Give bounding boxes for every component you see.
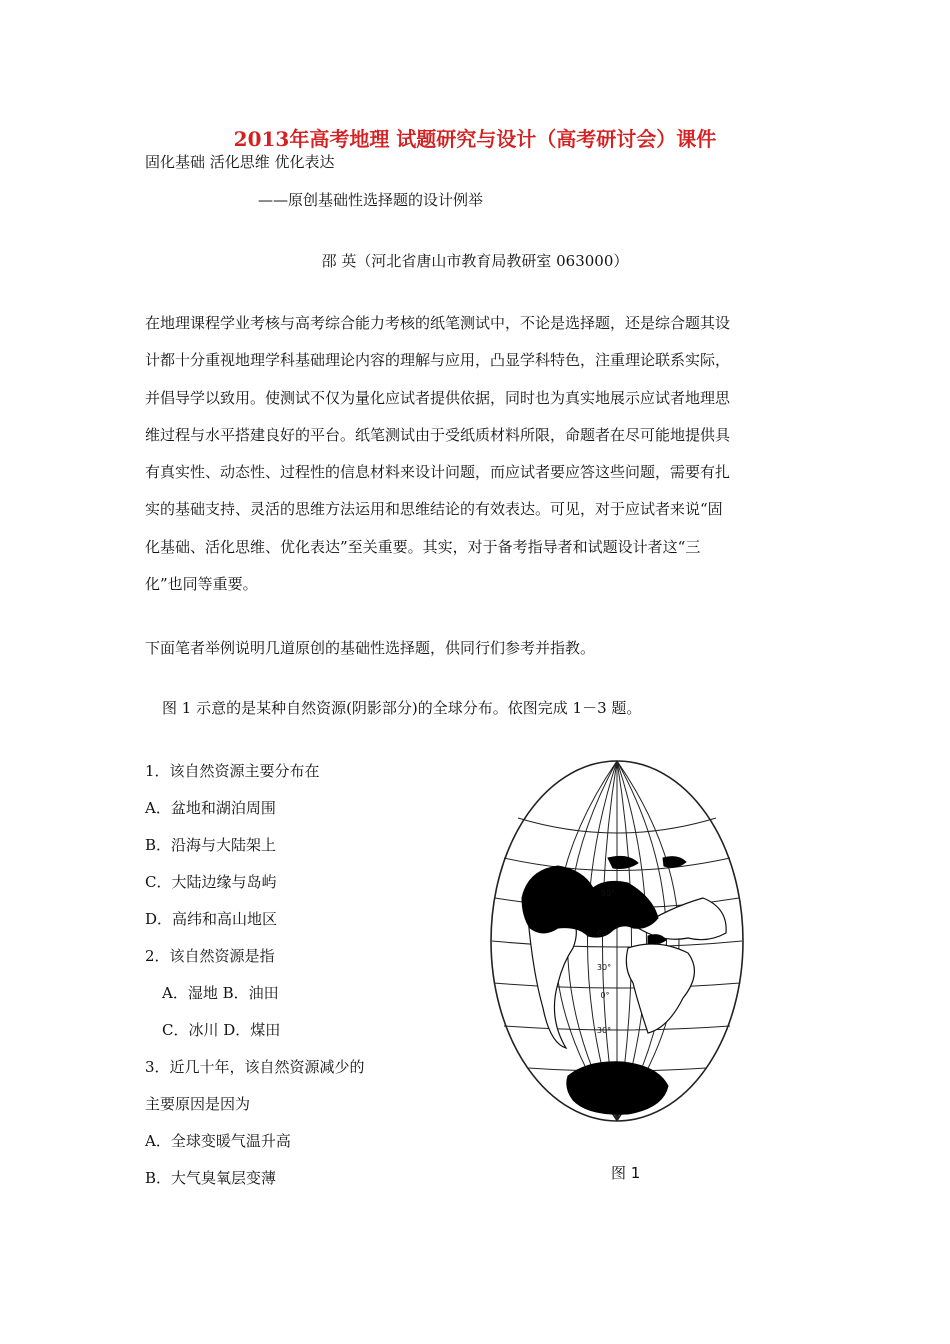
tagline: ——原创基础性选择题的设计例举 xyxy=(258,191,484,209)
lat-label: 30° xyxy=(596,963,612,972)
q2-options-cd: C．冰川 D．煤田 xyxy=(162,1021,281,1039)
q1-option-d: D．高纬和高山地区 xyxy=(145,910,278,928)
paragraph-line: 维过程与水平搭建良好的平台。纸笔测试由于受纸质材料所限，命题者在尽可能地提供具 xyxy=(145,425,731,444)
question-1: 1．该自然资源主要分布在 xyxy=(145,762,320,780)
shaded-greenland-arctic xyxy=(522,866,658,937)
paragraph-line: 化基础、活化思维、优化表达”至关重要。其实，对于备考指导者和试题设计者这“三 xyxy=(145,537,701,556)
paragraph-line: 在地理课程学业考核与高考综合能力考核的纸笔测试中，不论是选择题，还是综合题其设 xyxy=(145,314,731,332)
lat-label: 90° xyxy=(600,889,616,898)
q3-option-b: B．大气臭氧层变薄 xyxy=(145,1169,277,1187)
figure-caption: 图 1 xyxy=(611,1164,641,1182)
shaded-arctic-island xyxy=(608,856,638,868)
paragraph-line: 计都十分重视地理学科基础理论内容的理解与应用，凸显学科特色，注重理论联系实际， xyxy=(145,351,731,370)
intro-line: 下面笔者举例说明几道原创的基础性选择题，供同行们参考并指教。 xyxy=(145,639,596,657)
question-3-cont: 主要原因是因为 xyxy=(145,1095,251,1113)
paragraph-line: 实的基础支持、灵活的思维方法运用和思维结论的有效表达。可见，对于应试者来说“固 xyxy=(145,500,723,519)
q1-option-c: C．大陆边缘与岛屿 xyxy=(145,873,277,891)
shaded-arctic-island xyxy=(663,857,686,868)
paragraph-line: 化”也同等重要。 xyxy=(145,575,258,594)
africa-landmass xyxy=(626,944,694,1033)
shaded-antarctica xyxy=(567,1062,668,1114)
paragraph-line: 有真实性、动态性、过程性的信息材料来设计问题，而应试者要应答这些问题，需要有扎 xyxy=(145,463,731,482)
question-3: 3．近几十年，该自然资源减少的 xyxy=(145,1058,365,1076)
author-line: 邵 英（河北省唐山市教育局教研室 063000） xyxy=(321,252,629,270)
lat-label: 0° xyxy=(600,991,610,1000)
figure-intro: 图 1 示意的是某种自然资源(阴影部分)的全球分布。依图完成 1－3 题。 xyxy=(162,699,642,717)
q3-option-a: A．全球变暖气温升高 xyxy=(145,1132,291,1150)
world-map-figure xyxy=(488,758,746,1124)
lat-label: 60° xyxy=(596,929,612,938)
subtitle: 固化基础 活化思维 优化表达 xyxy=(145,153,335,171)
body-paragraph xyxy=(145,305,815,603)
document-title: 2013年高考地理 试题研究与设计（高考研讨会）课件 xyxy=(233,127,717,151)
q1-option-b: B．沿海与大陆架上 xyxy=(145,836,277,854)
q1-option-a: A．盆地和湖泊周围 xyxy=(145,799,276,817)
q2-options-ab: A．湿地 B．油田 xyxy=(162,984,279,1002)
lat-label: 30° xyxy=(596,1026,612,1035)
paragraph-line: 并倡导学以致用。使测试不仅为量化应试者提供依据，同时也为真实地展示应试者地理思 xyxy=(145,388,731,407)
question-2: 2．该自然资源是指 xyxy=(145,947,275,965)
